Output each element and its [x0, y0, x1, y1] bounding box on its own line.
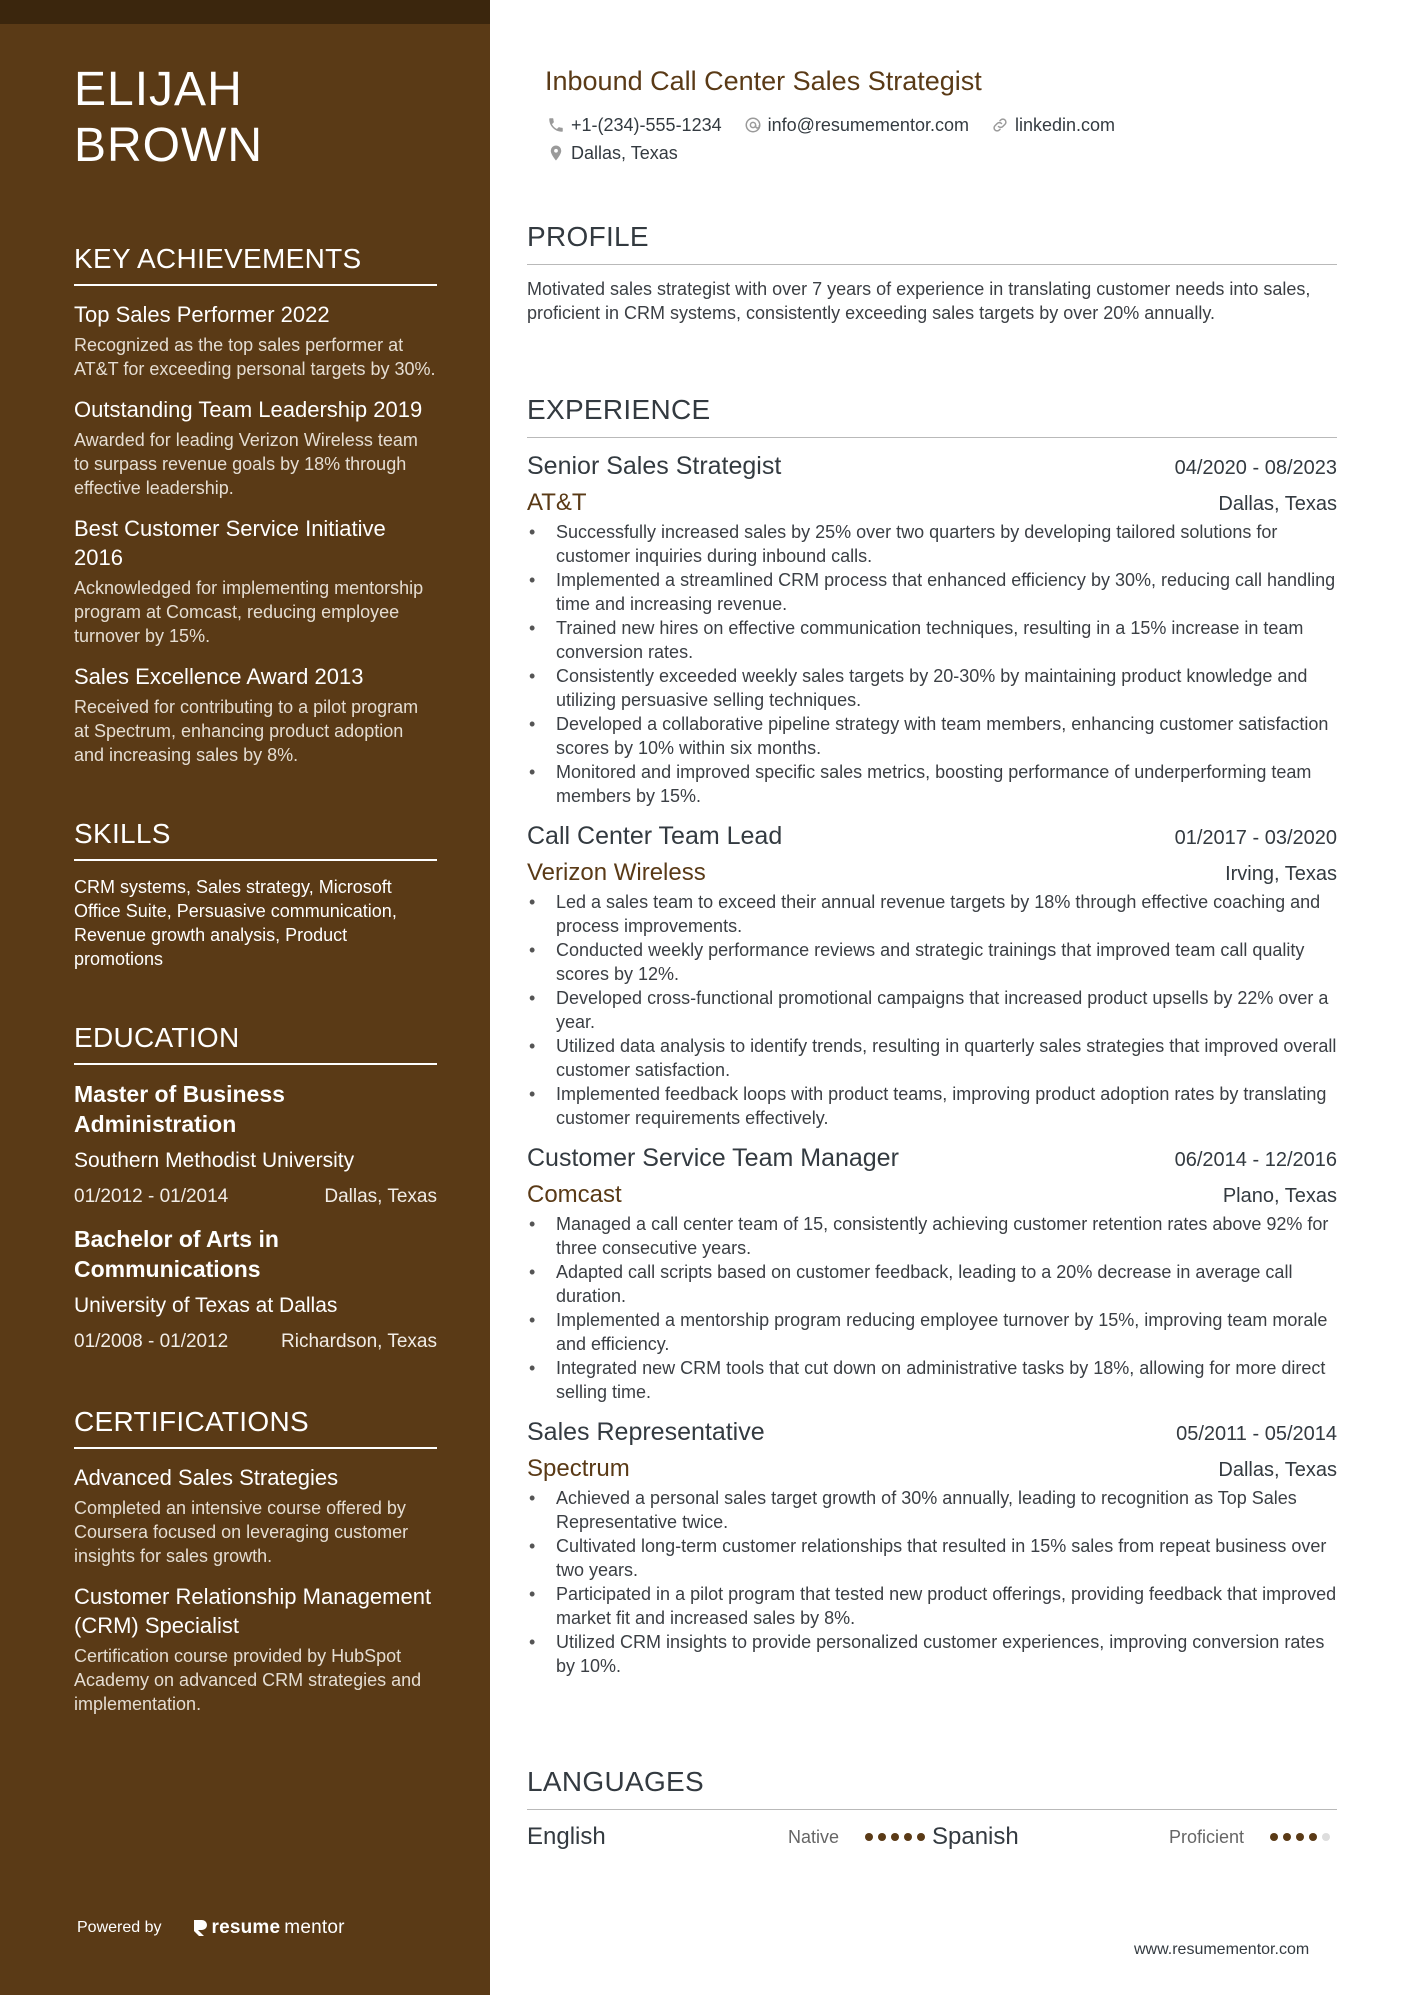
language-level: Proficient — [1168, 1826, 1244, 1847]
section-title: CERTIFICATIONS — [74, 1405, 437, 1449]
exp-dates: 05/2011 - 05/2014 — [1176, 1423, 1337, 1445]
language-name: Spanish — [932, 1823, 1019, 1850]
section-title: PROFILE — [527, 220, 1337, 265]
exp-role: Customer Service Team Manager — [527, 1144, 899, 1172]
section-title: KEY ACHIEVEMENTS — [74, 242, 437, 286]
edu-degree: Master of Business Administration — [74, 1081, 285, 1137]
key-achievements-section — [74, 242, 437, 767]
candidate-name: ELIJAH BROWN — [74, 63, 263, 172]
achievement-title: Outstanding Team Leadership 2019 — [74, 397, 423, 422]
edu-school: University of Texas at Dallas — [74, 1294, 338, 1317]
job-title: Inbound Call Center Sales Strategist — [545, 66, 982, 96]
exp-bullet: • Led a sales team to exceed their annual revenue targets by 18% through effective coaching and process improvements. — [527, 890, 1337, 938]
achievement-item — [74, 514, 437, 648]
achievement-item — [74, 300, 437, 381]
linkedin-text: linkedin.com — [1014, 114, 1116, 135]
contact-phone[interactable] — [547, 115, 722, 136]
achievement-desc: Acknowledged for implementing mentorship program at Comcast, reducing employee turnover by 15%. — [74, 578, 424, 646]
section-title: SKILLS — [74, 817, 437, 861]
exp-company: Comcast — [527, 1181, 622, 1208]
exp-location: Irving, Texas — [1225, 863, 1337, 885]
location-pin-icon — [547, 144, 565, 162]
languages-section — [527, 1765, 1337, 1852]
exp-company: Verizon Wireless — [527, 859, 706, 886]
experience-item — [527, 1416, 1337, 1678]
achievement-item — [74, 662, 437, 767]
resumementor-logo[interactable] — [192, 1917, 345, 1939]
exp-bullet: • Implemented a mentorship program reducing employee turnover by 15%, improving team morale and efficiency. — [527, 1308, 1337, 1356]
contact-email[interactable] — [744, 115, 969, 136]
experience-item — [527, 450, 1337, 808]
language-item — [932, 1823, 1337, 1851]
exp-location: Dallas, Texas — [1218, 493, 1337, 515]
exp-bullets — [527, 520, 1337, 808]
exp-bullet: • Developed a collaborative pipeline strategy with team members, enhancing customer satisfaction scores by 10% within six months. — [527, 712, 1337, 760]
phone-text: +1-(234)-555-1234 — [571, 114, 722, 135]
edu-dates: 01/2012 - 01/2014 — [74, 1186, 229, 1207]
certification-title: Advanced Sales Strategies — [74, 1465, 339, 1490]
link-icon — [991, 116, 1009, 134]
exp-company: AT&T — [527, 489, 587, 516]
exp-dates: 06/2014 - 12/2016 — [1174, 1149, 1337, 1171]
section-title: EXPERIENCE — [527, 393, 1337, 438]
rating-dot — [878, 1833, 886, 1841]
exp-bullet: • Cultivated long-term customer relationships that resulted in 15% sales from repeat business over two years. — [527, 1534, 1337, 1582]
experience-section — [527, 393, 1337, 1678]
profile-section — [527, 220, 1337, 325]
exp-dates: 01/2017 - 03/2020 — [1174, 827, 1337, 849]
experience-item — [527, 1142, 1337, 1404]
contact-linkedin[interactable] — [991, 115, 1115, 136]
section-title: EDUCATION — [74, 1021, 437, 1065]
contact-location — [547, 143, 678, 164]
rating-dot — [1296, 1833, 1304, 1841]
exp-bullet: • Successfully increased sales by 25% over two quarters by developing tailored solutions for customer inquiries during inbound calls. — [527, 520, 1337, 568]
sidebar-top-bar — [0, 0, 490, 24]
rating-dot — [917, 1833, 925, 1841]
exp-company: Spectrum — [527, 1455, 630, 1482]
skills-list: CRM systems, Sales strategy, Microsoft Office Suite, Persuasive communication, Revenue growth analysis, Product promotions — [74, 877, 397, 969]
exp-role: Sales Representative — [527, 1418, 765, 1446]
rating-dot — [865, 1833, 873, 1841]
exp-bullet: • Consistently exceeded weekly sales targets by 20-30% by maintaining product knowledge and utilizing persuasive selling techniques. — [527, 664, 1337, 712]
powered-by — [77, 1917, 345, 1939]
certification-title: Customer Relationship Management (CRM) Specialist — [74, 1584, 432, 1638]
achievement-item — [74, 395, 437, 500]
at-icon — [744, 116, 762, 134]
exp-bullet: • Monitored and improved specific sales metrics, boosting performance of underperforming team members by 15%. — [527, 760, 1337, 808]
exp-bullet: • Integrated new CRM tools that cut down on administrative tasks by 18%, allowing for more direct selling time. — [527, 1356, 1337, 1404]
rating-dot — [1322, 1833, 1330, 1841]
location-text: Dallas, Texas — [571, 142, 678, 163]
exp-bullet: • Implemented a streamlined CRM process that enhanced efficiency by 30%, reducing call handling time and increasing revenue. — [527, 568, 1337, 616]
footer-url[interactable]: www.resumementor.com — [1134, 1941, 1310, 1958]
email-text: info@resumementor.com — [767, 114, 969, 135]
rating-dot — [1309, 1833, 1317, 1841]
exp-bullet: • Conducted weekly performance reviews and strategic trainings that improved team call quality scores by 12%. — [527, 938, 1337, 986]
achievement-desc: Received for contributing to a pilot program at Spectrum, enhancing product adoption and increasing sales by 8%. — [74, 697, 419, 765]
achievement-desc: Awarded for leading Verizon Wireless team to surpass revenue goals by 18% through effective leadership. — [74, 430, 418, 498]
contact-info — [547, 112, 1327, 168]
logo-light: mentor — [284, 1917, 345, 1938]
exp-bullet: • Trained new hires on effective communication techniques, resulting in a 15% increase in team conversion rates. — [527, 616, 1337, 664]
education-section — [74, 1021, 437, 1355]
certification-item — [74, 1463, 437, 1568]
education-item — [74, 1079, 437, 1210]
exp-bullet: • Developed cross-functional promotional campaigns that increased product upsells by 22% over a year. — [527, 986, 1337, 1034]
language-rating — [1270, 1833, 1330, 1841]
exp-bullet: • Managed a call center team of 15, consistently achieving customer retention rates above 92% for three consecutive years. — [527, 1212, 1337, 1260]
language-level: Native — [787, 1826, 839, 1847]
skills-section — [74, 817, 437, 971]
exp-bullet: • Participated in a pilot program that tested new product offerings, providing feedback that improved market fit and increased sales by 8%. — [527, 1582, 1337, 1630]
achievement-title: Sales Excellence Award 2013 — [74, 664, 364, 689]
exp-role: Call Center Team Lead — [527, 822, 783, 850]
exp-location: Plano, Texas — [1222, 1185, 1337, 1207]
experience-item — [527, 820, 1337, 1130]
education-item — [74, 1224, 437, 1355]
exp-bullet: • Implemented feedback loops with product teams, improving product adoption rates by translating customer requirements effectively. — [527, 1082, 1337, 1130]
exp-role: Senior Sales Strategist — [527, 452, 782, 480]
exp-location: Dallas, Texas — [1218, 1459, 1337, 1481]
certifications-section — [74, 1405, 437, 1716]
profile-text: Motivated sales strategist with over 7 years of experience in translating customer needs into sales, proficient in CRM systems, consistently exceeding sales targets by over 20% annually. — [527, 279, 1311, 323]
phone-icon — [547, 116, 565, 134]
achievement-desc: Recognized as the top sales performer at AT&T for exceeding personal targets by 30%. — [74, 335, 436, 379]
exp-dates: 04/2020 - 08/2023 — [1174, 457, 1337, 479]
sidebar — [0, 0, 490, 1995]
certification-desc: Certification course provided by HubSpot Academy on advanced CRM strategies and implementation. — [74, 1646, 422, 1714]
exp-bullets — [527, 890, 1337, 1130]
edu-location: Dallas, Texas — [324, 1186, 437, 1207]
section-title: LANGUAGES — [527, 1765, 1337, 1810]
language-rating — [865, 1833, 925, 1841]
achievement-title: Best Customer Service Initiative 2016 — [74, 516, 386, 570]
edu-location: Richardson, Texas — [281, 1331, 437, 1352]
rating-dot — [1270, 1833, 1278, 1841]
certification-item — [74, 1582, 437, 1716]
rating-dot — [904, 1833, 912, 1841]
edu-dates: 01/2008 - 01/2012 — [74, 1331, 229, 1352]
logo-bold: resume — [211, 1917, 281, 1938]
exp-bullets — [527, 1486, 1337, 1678]
rating-dot — [1283, 1833, 1291, 1841]
exp-bullet: • Adapted call scripts based on customer feedback, leading to a 20% decrease in average call duration. — [527, 1260, 1337, 1308]
edu-school: Southern Methodist University — [74, 1149, 355, 1172]
exp-bullet: • Achieved a personal sales target growth of 30% annually, leading to recognition as Top Sales Representative twice. — [527, 1486, 1337, 1534]
achievement-title: Top Sales Performer 2022 — [74, 302, 330, 327]
rating-dot — [891, 1833, 899, 1841]
edu-degree: Bachelor of Arts in Communications — [74, 1226, 279, 1282]
certification-desc: Completed an intensive course offered by Coursera focused on leveraging customer insights for sales growth. — [74, 1498, 409, 1566]
exp-bullet: • Utilized data analysis to identify trends, resulting in quarterly sales strategies that improved overall customer satisfaction. — [527, 1034, 1337, 1082]
language-name: English — [527, 1823, 606, 1850]
exp-bullet: • Utilized CRM insights to provide personalized customer experiences, improving conversion rates by 10%. — [527, 1630, 1337, 1678]
exp-bullets — [527, 1212, 1337, 1404]
resumementor-logo-icon — [192, 1918, 208, 1938]
language-item — [527, 1823, 932, 1851]
powered-by-label: Powered by — [77, 1919, 162, 1936]
